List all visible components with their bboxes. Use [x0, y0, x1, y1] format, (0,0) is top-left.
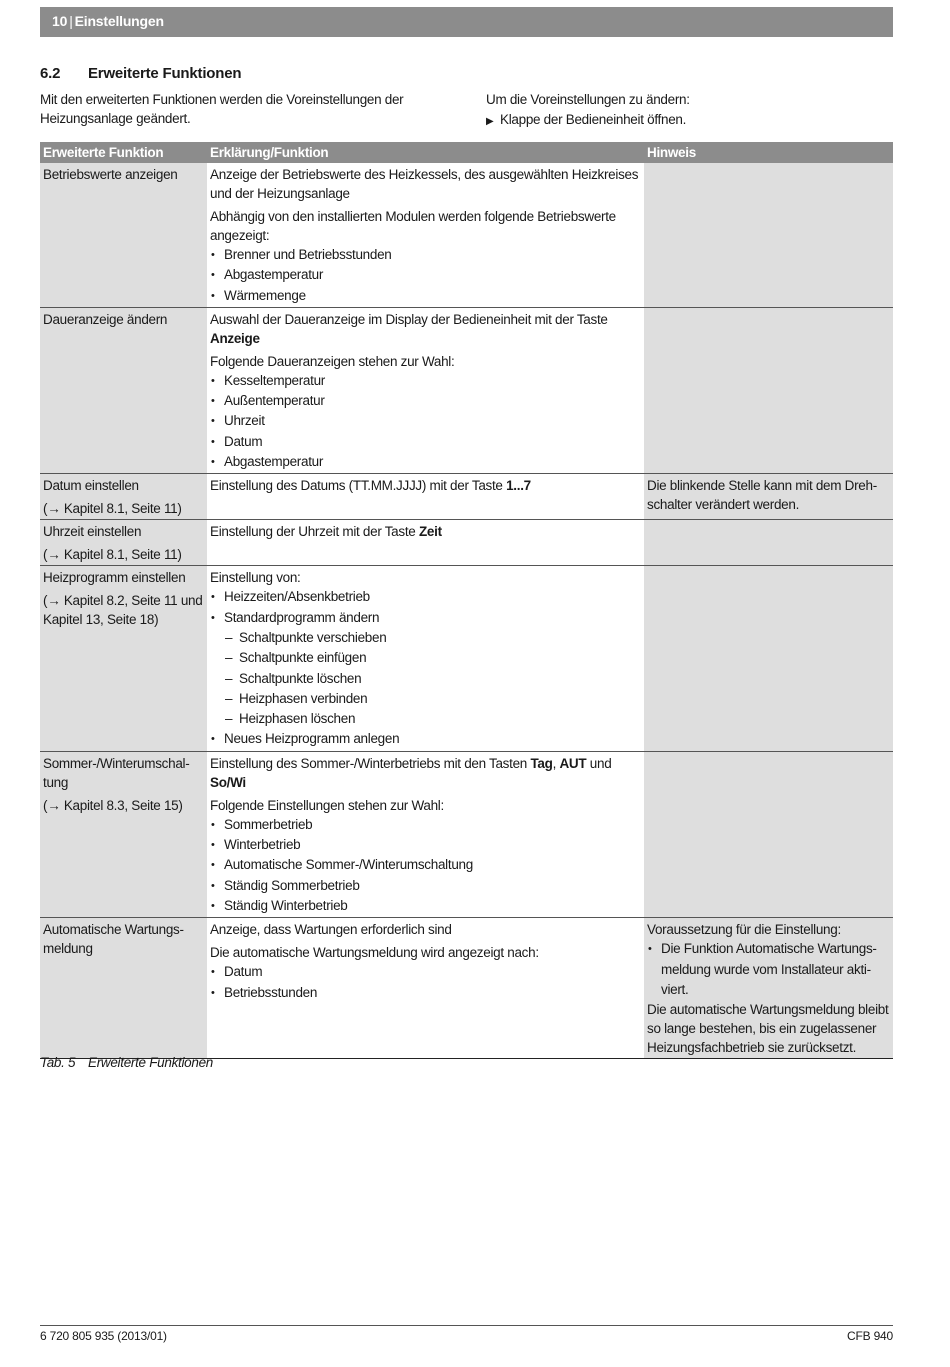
step-arrow-icon: ▶	[486, 116, 494, 127]
function-name: Datum einstellen	[43, 478, 139, 494]
section-title: Erweiterte Funktionen	[88, 65, 242, 82]
explanation-cell	[207, 751, 644, 917]
key-label: Anzeige	[210, 330, 260, 346]
document-number: 6 720 805 935 (2013/01)	[40, 1329, 167, 1343]
conjunction: und	[589, 755, 612, 771]
chapter-reference: (→ Kapitel 8.1, Seite 11)	[43, 501, 182, 517]
list-item: • Abgastemperatur	[210, 265, 641, 285]
explanation-cell	[207, 163, 644, 307]
page-header	[40, 7, 893, 37]
list-item: • Heizzeiten/Absenkbetrieb	[210, 587, 641, 607]
explanation-text: Folgende Daueranzeigen stehen zur Wahl:	[210, 353, 455, 369]
explanation-cell	[207, 307, 644, 473]
function-name: Uhrzeit einstellen	[43, 524, 142, 540]
list-item: • Ständig Sommerbetrieb	[210, 876, 641, 896]
hint-cell	[644, 474, 893, 520]
explanation-cell	[207, 566, 644, 751]
function-cell	[40, 751, 207, 917]
footer-divider	[40, 1325, 893, 1326]
list-item: • Außentemperatur	[210, 391, 641, 411]
list-item: • Betriebsstunden	[210, 983, 641, 1003]
header-hint: Hinweis	[644, 142, 893, 163]
table-caption	[40, 1055, 213, 1070]
list-item: • Datum	[210, 432, 641, 452]
explanation-text: Die automatische Wartungsmeldung wird angezeigt nach:	[210, 945, 539, 961]
explanation-text	[210, 476, 641, 495]
bullet-list	[210, 729, 641, 749]
header-function: Erweiterte Funktion	[40, 142, 207, 163]
function-cell	[40, 918, 207, 1059]
hint-cell	[644, 566, 893, 751]
bullet-list	[647, 939, 890, 1000]
function-name: Automatische Wartungs-meldung	[43, 922, 184, 957]
list-item: • Kesseltemperatur	[210, 371, 641, 391]
table-row	[40, 307, 893, 473]
list-item: • Datum	[210, 962, 641, 982]
function-cell	[40, 307, 207, 473]
explanation-text: Abhängig von den installierten Modulen werden folgende Betriebswerte angezeigt:	[210, 209, 616, 243]
explanation-text: Einstellung von:	[210, 570, 301, 586]
bullet-list	[210, 815, 641, 916]
bullet-list	[210, 371, 641, 472]
explanation-span: Einstellung des Sommer-/Winterbetriebs mit den Tasten	[210, 755, 527, 771]
function-cell	[40, 163, 207, 307]
caption-label: Tab. 5	[40, 1055, 76, 1070]
list-item: • Winterbetrieb	[210, 835, 641, 855]
dash-list	[210, 628, 641, 729]
product-name: CFB 940	[847, 1329, 893, 1343]
header-separator: |	[69, 13, 73, 29]
explanation-span: Einstellung der Uhrzeit mit der Taste	[210, 524, 416, 540]
table-row	[40, 751, 893, 917]
list-item: • Brenner und Betriebsstunden	[210, 245, 641, 265]
explanation-cell	[207, 520, 644, 566]
bullet-list	[210, 245, 641, 306]
function-name: Heizprogramm einstellen	[43, 570, 186, 586]
explanation-span: Auswahl der Daueranzeige im Display der Bedieneinheit mit der Taste	[210, 311, 608, 327]
page-number: 10	[52, 13, 68, 29]
hint-text: Die blinkende Stelle kann mit dem Dreh-schalter verändert werden.	[647, 478, 877, 513]
instruction-step	[486, 110, 886, 132]
intro-text: Mit den erweiterten Funktionen werden die Voreinstellungen der Heizungsanlage geändert.	[40, 92, 404, 126]
caption-text: Erweiterte Funktionen	[88, 1055, 214, 1070]
list-item: • Abgastemperatur	[210, 452, 641, 472]
key-label: 1...7	[506, 478, 531, 494]
list-item: – Heizphasen löschen	[210, 709, 641, 729]
key-label: AUT	[559, 755, 587, 771]
hint-text: Voraussetzung für die Einstellung:	[647, 922, 841, 938]
key-label: Zeit	[418, 524, 442, 540]
explanation-text	[210, 522, 641, 541]
function-cell	[40, 520, 207, 566]
table-row	[40, 566, 893, 751]
comma: ,	[552, 755, 557, 771]
list-item: – Heizphasen verbinden	[210, 689, 641, 709]
explanation-text	[210, 754, 641, 792]
instruction-step-text: Klappe der Bedieneinheit öffnen.	[500, 112, 687, 127]
explanation-text: Anzeige, dass Wartungen erforderlich sind	[210, 922, 452, 938]
explanation-span: Einstellung des Datums (TT.MM.JJJJ) mit der Taste	[210, 478, 503, 494]
chapter-reference: (→ Kapitel 8.3, Seite 15)	[43, 797, 183, 813]
key-label: So/Wi	[210, 774, 246, 790]
hint-cell	[644, 751, 893, 917]
header-explanation: Erklärung/Funktion	[207, 142, 644, 163]
explanation-cell	[207, 474, 644, 520]
list-item: • Sommerbetrieb	[210, 815, 641, 835]
function-name: Daueranzeige ändern	[43, 311, 168, 327]
key-label: Tag	[530, 755, 553, 771]
list-item: • Automatische Sommer-/Winterumschaltung	[210, 855, 641, 875]
function-cell	[40, 474, 207, 520]
list-item: • Standardprogramm ändern	[210, 608, 641, 628]
explanation-text: Folgende Einstellungen stehen zur Wahl:	[210, 797, 444, 813]
table-row	[40, 474, 893, 520]
list-item: • Neues Heizprogramm anlegen	[210, 729, 641, 749]
instruction-lead: Um die Voreinstellungen zu ändern:	[486, 92, 690, 107]
section-number: 6.2	[40, 65, 61, 82]
bullet-list	[210, 962, 641, 1003]
list-item: • Uhrzeit	[210, 411, 641, 431]
chapter-reference: (→ Kapitel 8.1, Seite 11)	[43, 547, 182, 563]
chapter-reference: (→ Kapitel 8.2, Seite 11 und Kapitel 13, Seite 18)	[43, 593, 203, 628]
hint-cell	[644, 918, 893, 1059]
list-item: • Ständig Winterbetrieb	[210, 896, 641, 916]
list-item: • Die Funktion Automatische Wartungs-meldung wurde vom Installateur akti-viert.	[647, 939, 890, 1000]
chapter-title: Einstellungen	[74, 13, 164, 29]
list-item: – Schaltpunkte einfügen	[210, 648, 641, 668]
bullet-list	[210, 587, 641, 628]
function-name: Sommer-/Winterumschal-tung	[43, 755, 190, 790]
hint-text: Die automatische Wartungsmeldung bleibt so lange bestehen, bis ein zugelassener Heizungsfachbetrieb sie zurücksetzt.	[647, 1002, 889, 1056]
list-item: – Schaltpunkte verschieben	[210, 628, 641, 648]
explanation-cell	[207, 918, 644, 1059]
list-item: • Wärmemenge	[210, 286, 641, 306]
functions-table	[40, 142, 893, 1059]
hint-cell	[644, 520, 893, 566]
function-name: Betriebswerte anzeigen	[43, 167, 178, 182]
table-header-row	[40, 142, 893, 163]
list-item: – Schaltpunkte löschen	[210, 669, 641, 689]
function-cell	[40, 566, 207, 751]
hint-cell	[644, 307, 893, 473]
hint-cell	[644, 163, 893, 307]
table-row	[40, 163, 893, 307]
table-row	[40, 520, 893, 566]
section-heading	[40, 65, 241, 82]
instruction-block	[486, 90, 886, 132]
explanation-text: Anzeige der Betriebswerte des Heizkessels, des ausgewählten Heizkreises und der Heizungsanlage	[210, 167, 639, 201]
explanation-text	[210, 310, 641, 348]
table-row	[40, 918, 893, 1059]
